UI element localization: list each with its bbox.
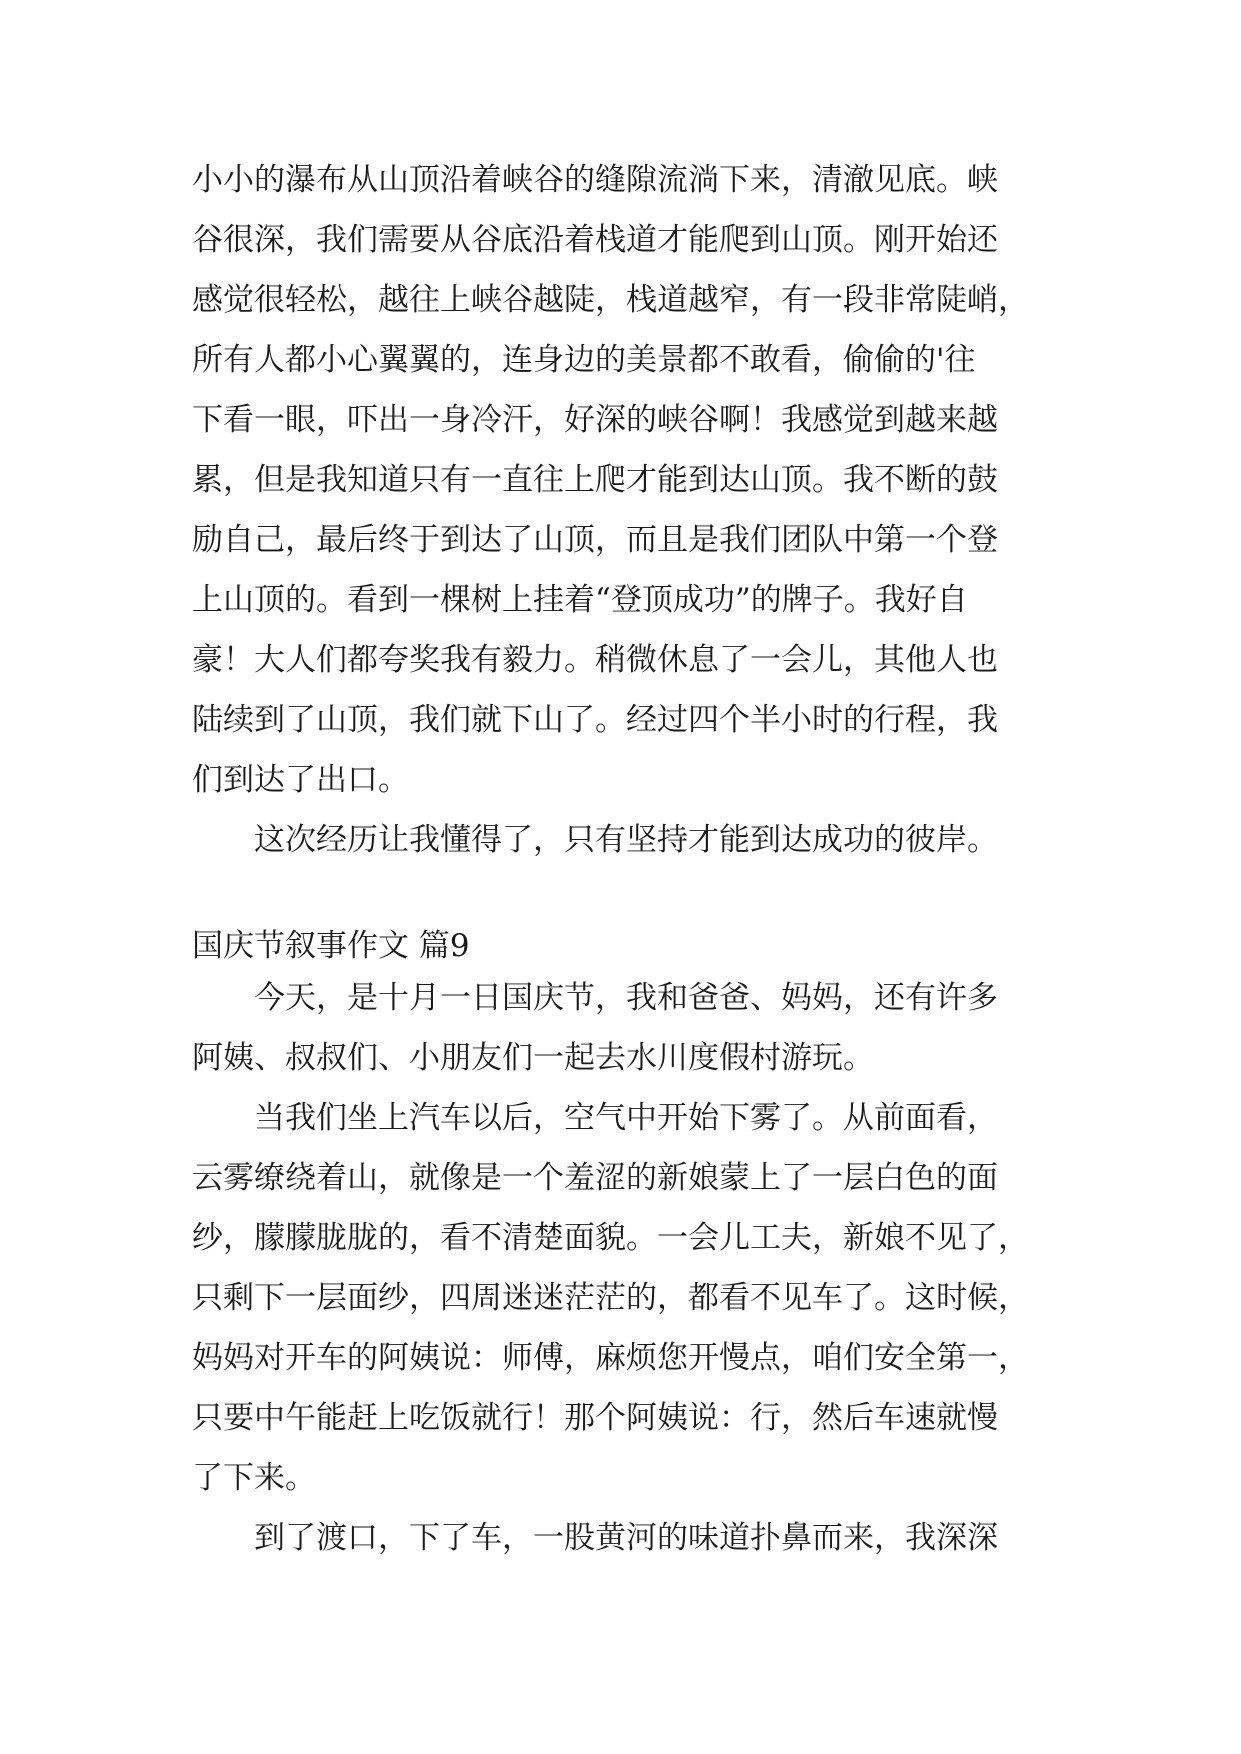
text-line: 今天，是十月一日国庆节，我和爸爸、妈妈，还有许多 [192, 980, 998, 1016]
text-line: 感觉很轻松，越往上峡谷越陡，栈道越窄，有一段非常陡峭， [192, 282, 1029, 318]
text-line: 累，但是我知道只有一直往上爬才能到达山顶。我不断的鼓 [192, 462, 998, 498]
text-line: 陆续到了山顶，我们就下山了。经过四个半小时的行程，我 [192, 702, 998, 738]
section2-text [192, 968, 1052, 1568]
text-line: 了下来。 [192, 1460, 316, 1496]
text-line: 这次经历让我懂得了，只有坚持才能到达成功的彼岸。 [192, 822, 998, 858]
text-line: 到了渡口，下了车，一股黄河的味道扑鼻而来，我深深 [192, 1520, 998, 1556]
section1-text [192, 150, 1052, 870]
text-line: 阿姨、叔叔们、小朋友们一起去水川度假村游玩。 [192, 1040, 874, 1076]
section-heading: 国庆节叙事作文 篇9 [192, 928, 470, 964]
text-line: 豪！大人们都夸奖我有毅力。稍微休息了一会儿，其他人也 [192, 642, 998, 678]
text-line: 妈妈对开车的阿姨说：师傅，麻烦您开慢点，咱们安全第一， [192, 1340, 1029, 1376]
text-line: 谷很深，我们需要从谷底沿着栈道才能爬到山顶。刚开始还 [192, 222, 998, 258]
text-line: 所有人都小心翼翼的，连身边的美景都不敢看，偷偷的'往 [192, 342, 976, 378]
text-line: 只要中午能赶上吃饭就行！那个阿姨说：行，然后车速就慢 [192, 1400, 998, 1436]
text-line: 云雾缭绕着山，就像是一个羞涩的新娘蒙上了一层白色的面 [192, 1160, 998, 1196]
text-line: 纱，朦朦胧胧的，看不清楚面貌。一会儿工夫，新娘不见了， [192, 1220, 1029, 1256]
text-line: 们到达了出口。 [192, 762, 409, 798]
text-line: 当我们坐上汽车以后，空气中开始下雾了。从前面看， [192, 1100, 998, 1136]
text-line: 上山顶的。看到一棵树上挂着“登顶成功”的牌子。我好自 [192, 582, 968, 618]
text-line: 下看一眼，吓出一身冷汗，好深的峡谷啊！我感觉到越来越 [192, 402, 998, 438]
text-line: 励自己，最后终于到达了山顶，而且是我们团队中第一个登 [192, 522, 998, 558]
text-line: 小小的瀑布从山顶沿着峡谷的缝隙流淌下来，清澈见底。峡 [192, 162, 998, 198]
text-line: 只剩下一层面纱，四周迷迷茫茫的，都看不见车了。这时候， [192, 1280, 1029, 1316]
